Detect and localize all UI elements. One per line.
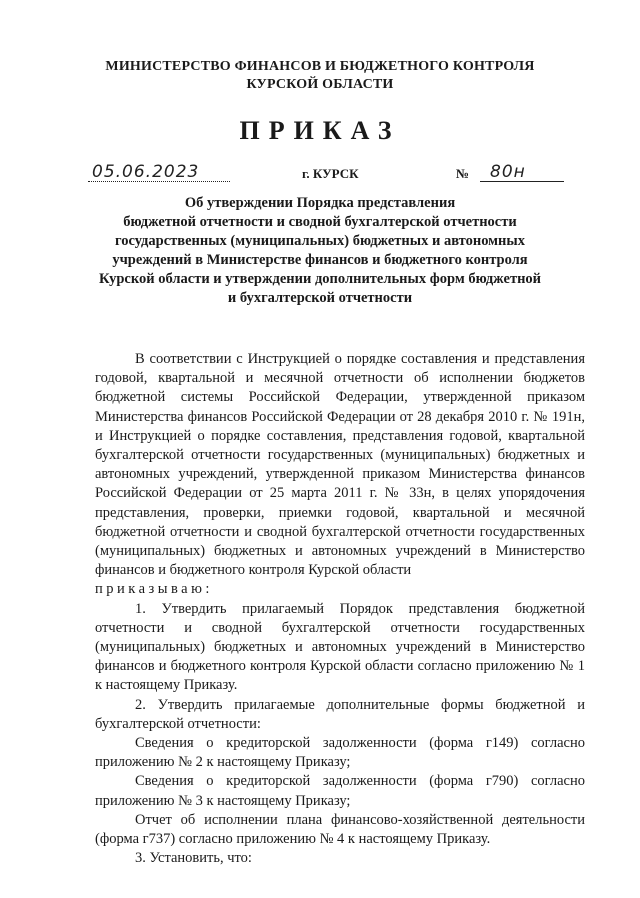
date-underline [88,181,230,182]
ministry-name-line1: МИНИСТЕРСТВО ФИНАНСОВ И БЮДЖЕТНОГО КОНТРОЛЯ [105,59,535,74]
item-2-form-g790: Сведения о кредиторской задолженности (форма г790) согласно приложению № 3 к настоящему Приказу; [95,773,585,809]
order-body [95,350,585,868]
subject-line: и бухгалтерской отчетности [227,290,413,306]
order-subject [80,194,560,308]
item-2-form-g149: Сведения о кредиторской задолженности (форма г149) согласно приложению № 2 к настоящему Приказу; [95,735,585,771]
subject-line: Курской области и утверждении дополнительных форм бюджетной [98,271,542,287]
number-field [480,162,564,186]
preamble-paragraph: В соответствии с Инструкцией о порядке составления и представления годовой, квартальной и месячной отчетности об исполнении бюджетов бюджетной системы Российской Федерации, утвержденной приказом Министерства финансов Российской Федерации от 28 декабря 2010 г. № 191н, и Инструкцией о порядке составления, представления годовой, квартальной бухгалтерской отчетности государственных (муниципальных) бюджетных и автономных учреждений, утвержденной приказом Министерства финансов Российской Федерации от 25 марта 2011 г. № 33н, в целях упорядочения представления, проверки, приемки годовой, квартальной и месячной бюджетной отчетности и сводной бухгалтерской отчетности государственных (муниципальных) бюджетных и автономных учреждений в Министерство финансов и бюджетного контроля Курской области [95,351,585,579]
document-meta-row [0,162,640,188]
subject-line: учреждений в Министерстве финансов и бюджетного контроля [112,252,528,268]
city-label: г. КУРСК [302,166,359,181]
item-2-paragraph: 2. Утвердить прилагаемые дополнительные формы бюджетной и бухгалтерской отчетности: [95,696,585,732]
subject-line: бюджетной отчетности и сводной бухгалтерской отчетности [123,214,517,230]
order-word: приказываю: [95,581,213,598]
handwritten-number: 80н [490,162,526,182]
date-field [88,162,230,186]
handwritten-date: 05.06.2023 [92,162,200,182]
item-2-form-g737: Отчет об исполнении плана финансово-хозяйственной деятельности (форма г737) согласно приложению № 4 к настоящему Приказу. [95,811,585,848]
document-type-title: ПРИКАЗ [239,116,401,145]
number-sign: № [456,166,470,181]
item-3-paragraph: 3. Установить, что: [135,850,252,867]
number-underline [480,181,564,182]
subject-line: Об утверждении Порядка представления [184,195,456,211]
subject-line: государственных (муниципальных) бюджетных и автономных [114,233,525,249]
item-1-paragraph: 1. Утвердить прилагаемый Порядок представления бюджетной отчетности и сводной бухгалтерской отчетности государственных (муниципальных) бюджетных и автономных учреждений в Министерство финансов и бюджетного контроля Курской области согласно приложению № 1 к настоящему Приказу. [95,600,585,694]
ministry-name-line2: КУРСКОЙ ОБЛАСТИ [246,77,394,92]
